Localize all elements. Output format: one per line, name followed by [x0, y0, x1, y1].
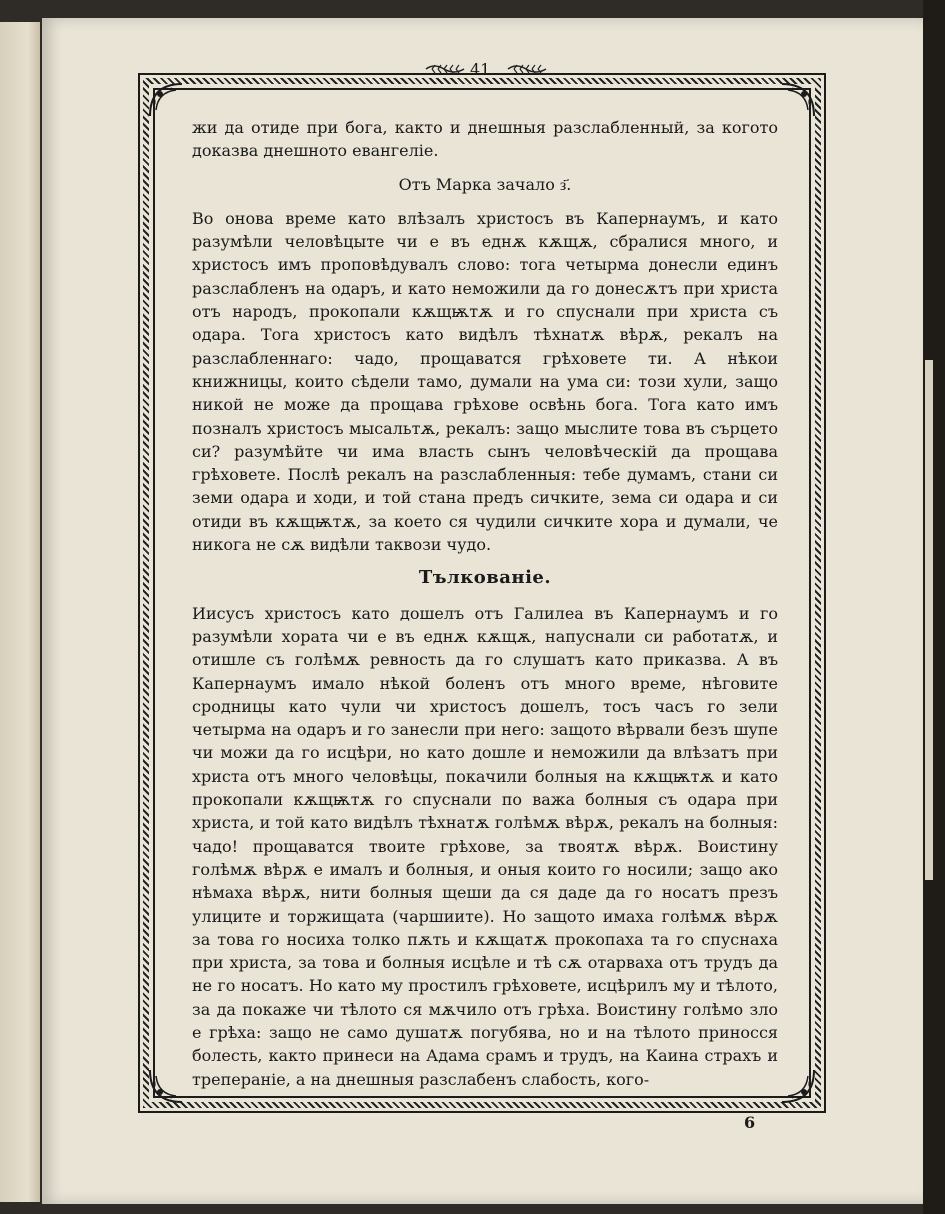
corner-ornament-icon — [778, 1066, 818, 1106]
page-text — [192, 116, 778, 1091]
page-number: 41 — [470, 60, 491, 79]
left-page-edge — [0, 22, 40, 1202]
corner-ornament-icon — [146, 80, 186, 120]
corner-ornament-icon — [146, 1066, 186, 1106]
commentary-title: Тълкованіе. — [418, 567, 552, 589]
signature-mark: 6 — [744, 1113, 756, 1132]
commentary-paragraph: Иисусъ христосъ като дошелъ отъ Галилеа въ Капернаумъ и го разумѣли хората чи е въ еднѫ кѫщѫ, напуснали си работатѫ, и отишле съ голѣмѫ ревность да го слушатъ като приказва. А въ Капернаумъ имало нѣкой боленъ отъ много време, нѣговите сродницы като чули чи христосъ дошелъ, тосъ часъ го зели четырма на одаръ и го занесли при него: защото вѣрвали безъ шупе чи можи да го исцѣри, но като дошле и неможили да влѣзатъ при христа отъ много человѣцы, покачили болныя на кѫщѭтѫ и като прокопали кѫщѭтѫ го спуснали по важа болныя съ одара при христа, и той като видѣлъ тѣхнатѫ голѣмѫ вѣрѫ, рекалъ на болныя: чадо! прощаватся твоите грѣхове, за твоятѫ вѣрѫ. Воистину голѣмѫ вѣрѫ е ималъ и болныя, и оныя които го носили; защо ако нѣмаха вѣрѫ, нити болныя щеши да ся даде да го носатъ презъ улиците и торжищата (чаршиите). Но защото имаха голѣмѫ вѣрѫ за това го носиха толко пѫть и кѫщатѫ прокопаха та го спуснаха при христа, за това и болныя исцѣле и тѣ сѫ отарваха отъ трудъ да не го носатъ. Но като му простилъ грѣховете, исцѣрилъ му и тѣлото, за да покаже чи тѣлото ся мѫчило отъ грѣха. Воистину голѣмо зло е грѣха: защо не само душатѫ погубява, но и на тѣлото приносся болесть, както принеси на Адама срамъ и трудъ, на Каина страхъ и трепераніе, а на днешныя разслабенъ слабость, кого- — [192, 603, 778, 1089]
reading-heading: Отъ Марка зачало з҃. — [398, 174, 572, 194]
corner-ornament-icon — [778, 80, 818, 120]
next-page-edge — [925, 360, 933, 880]
gospel-paragraph: Во онова време като влѣзалъ христосъ въ Капернаумъ, и като разумѣли человѣцыте чи е въ еднѫ кѫщѫ, сбралися много, и христосъ имъ проповѣдувалъ слово: тога четырма донесли единъ разслабленъ на одаръ, и като неможили да го донесѫтъ при христа отъ народъ, прокопали кѫщѭтѫ и го спуснали при христа съ одара. Тога христосъ като видѣлъ тѣхнатѫ вѣрѫ, рекалъ на разслабленнаго: чадо, прощаватся грѣховете ти. А нѣкои книжницы, които сѣдели тамо, думали на ума си: този хули, защо никой не може да прощава грѣхове освѣнь бога. Тога като имъ позналъ христосъ мысальтѫ, рекалъ: защо мыслите това въ сърцето си? разумѣйте чи има власть сынъ человѣческій да прощава грѣховете. Послѣ рекалъ на разслабленныя: тебе думамъ, стани си земи одара и ходи, и той стана предъ сичките, зема си одара и си отиди въ кѫщѭтѫ, за което ся чудили сичките хора и думали, че никога не сѫ видѣли таквози чудо. — [192, 208, 778, 555]
intro-paragraph: жи да отиде при бога, както и днешныя разслабленный, за когото доказва днешното евангеліе. — [192, 118, 778, 161]
